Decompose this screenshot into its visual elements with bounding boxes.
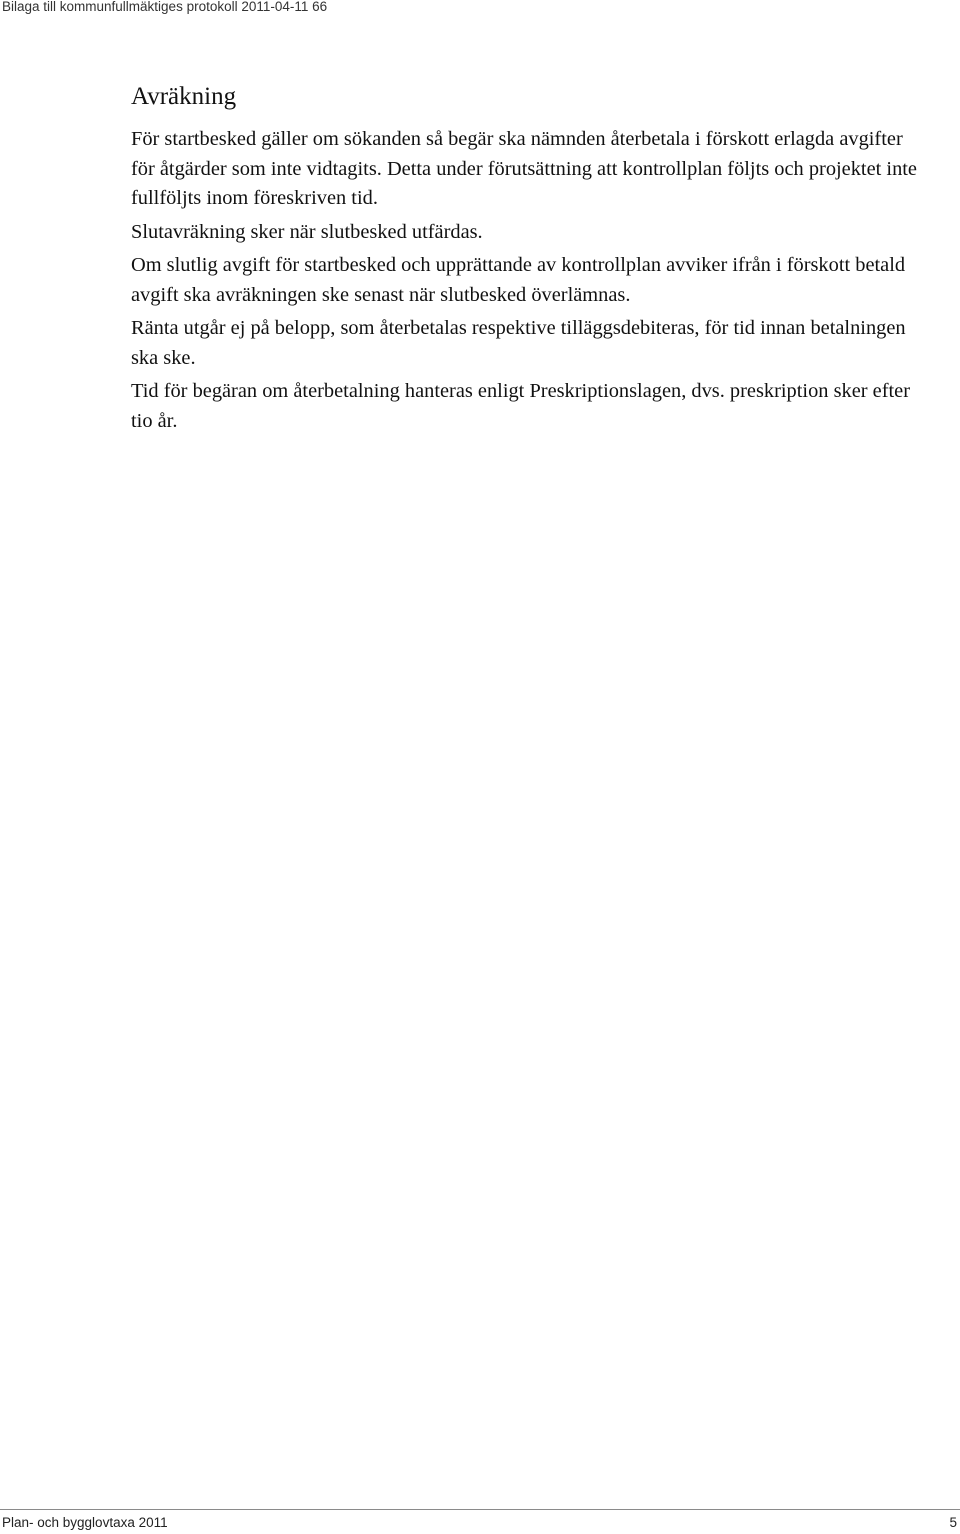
document-body [131, 80, 921, 440]
running-header: Bilaga till kommunfullmäktiges protokoll 2011-04-11 66 [2, 0, 328, 14]
paragraph-fee-difference: Om slutlig avgift för startbesked och upprättande av kontrollplan avviker ifrån i förskott betald avgift ska avräkningen ske senast när slutbesked överlämnas. [131, 254, 906, 306]
footer-document-title: Plan- och bygglovtaxa 2011 [2, 1515, 168, 1530]
paragraph-final-settlement: Slutavräkning sker när slutbesked utfärdas. [131, 220, 483, 243]
page-number: 5 [949, 1515, 957, 1530]
footer-divider [0, 1509, 960, 1510]
paragraph-limitation: Tid för begäran om återbetalning hanteras enligt Preskriptionslagen, dvs. preskription sker efter tio år. [131, 380, 910, 432]
paragraph-refund-conditions: För startbesked gäller om sökanden så begär ska nämnden återbetala i förskott erlagda avgifter för åtgärder som inte vidtagits. Detta under förutsättning att kontrollplan följts och projektet inte fullföljts inom föreskriven tid. [131, 128, 917, 209]
paragraph-interest: Ränta utgår ej på belopp, som återbetalas respektive tilläggsdebiteras, för tid innan betalningen ska ske. [131, 317, 906, 369]
section-heading: Avräkning [131, 83, 237, 110]
